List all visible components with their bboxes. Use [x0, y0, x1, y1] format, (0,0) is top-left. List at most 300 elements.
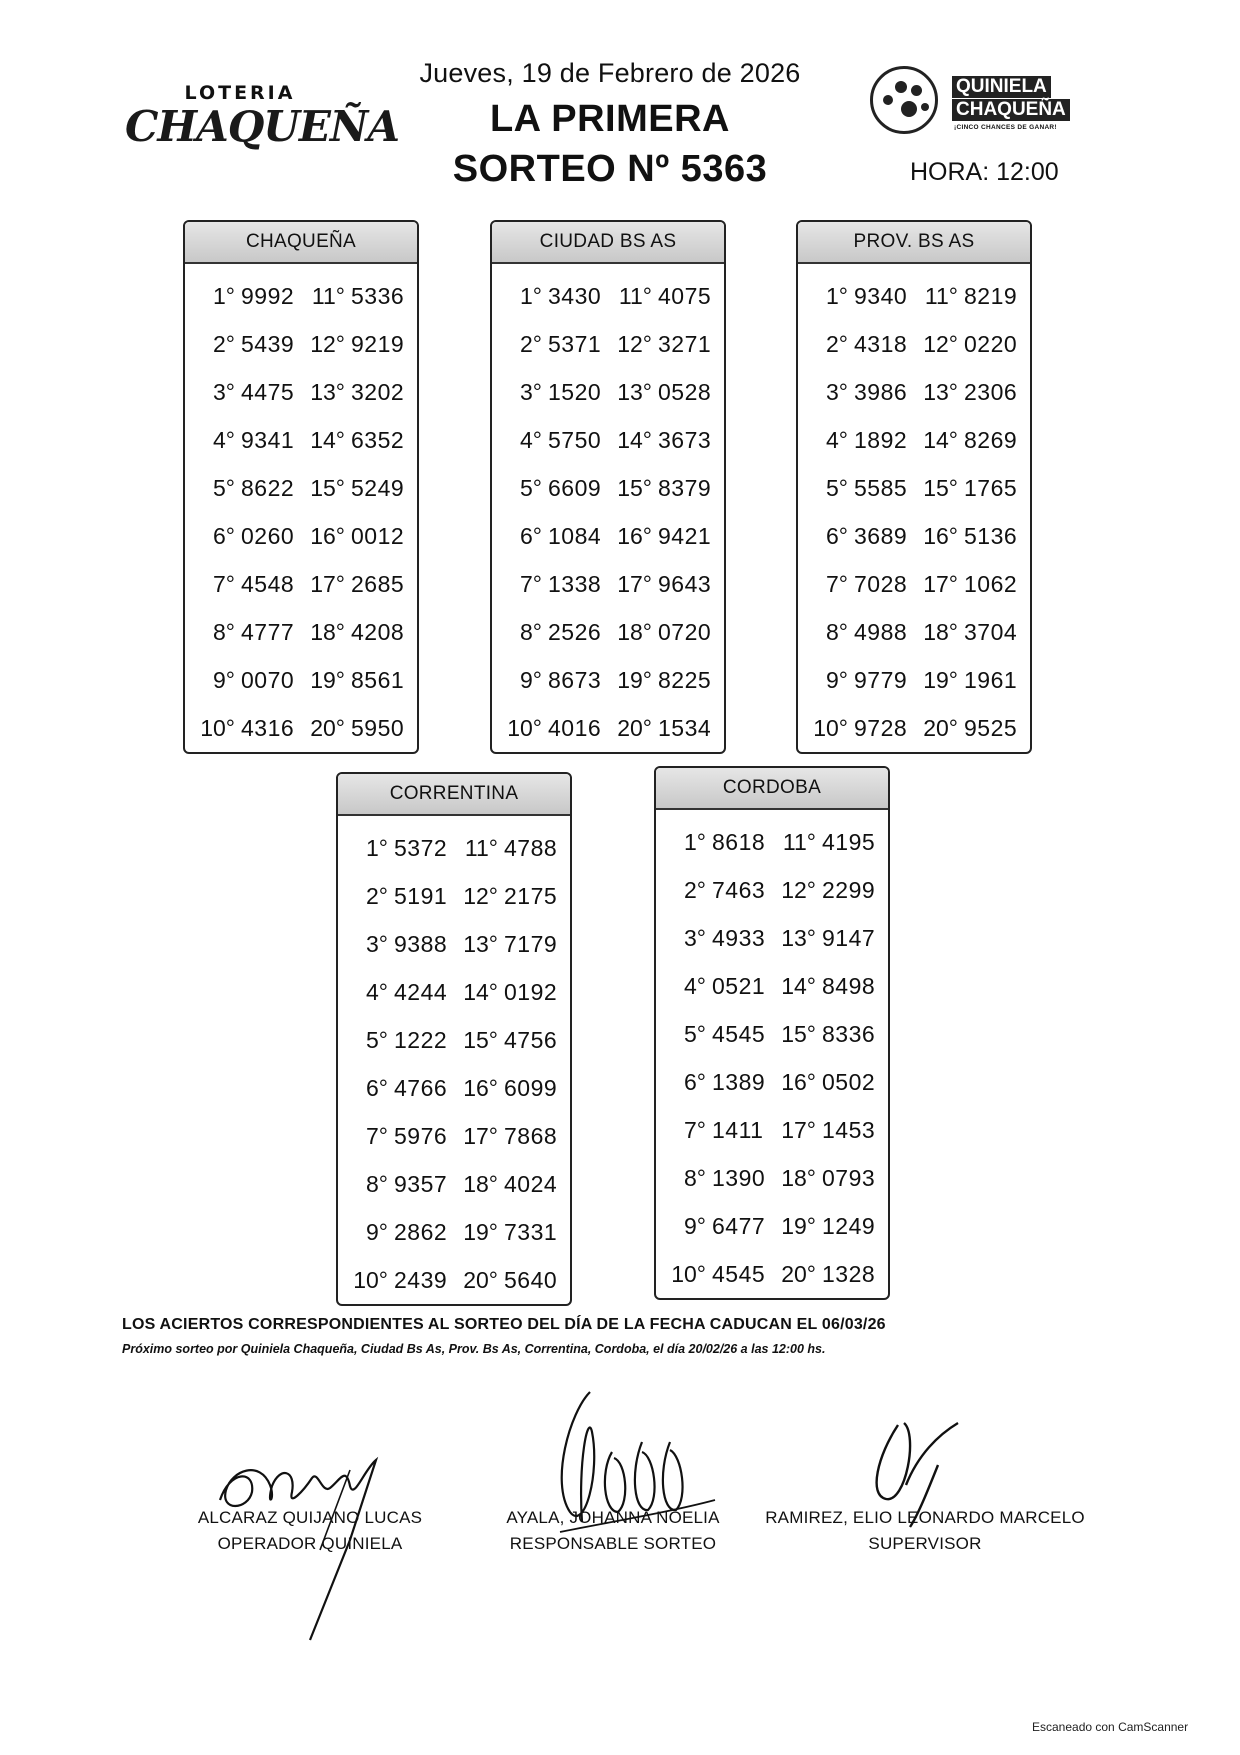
result-cell — [920, 667, 1030, 694]
result-cell — [338, 835, 460, 862]
result-number: 9525 — [964, 714, 1018, 741]
result-position: 13° — [781, 924, 816, 951]
result-position: 6° — [684, 1068, 706, 1095]
result-number: 9340 — [854, 282, 908, 309]
result-number: 8561 — [351, 666, 405, 693]
result-cell — [460, 1267, 570, 1294]
result-cell — [778, 925, 888, 952]
result-number: 1328 — [822, 1260, 876, 1287]
result-position: 12° — [923, 330, 958, 357]
result-cell — [307, 571, 417, 598]
result-row — [798, 272, 1030, 320]
result-position: 11° — [924, 282, 958, 309]
result-position: 5° — [520, 474, 542, 501]
result-position: 4° — [213, 426, 235, 453]
result-row — [492, 272, 724, 320]
quiniela-logo-tagline: ¡CINCO CHANCES DE GANAR! — [954, 124, 1057, 131]
result-position: 6° — [213, 522, 235, 549]
result-row — [656, 1058, 888, 1106]
signature-name: ALCARAZ QUIJANO LUCAS — [197, 1508, 423, 1527]
panel-rows — [338, 816, 570, 1304]
result-row — [656, 914, 888, 962]
result-cell — [920, 427, 1030, 454]
result-cell — [185, 667, 307, 694]
result-position: 5° — [684, 1020, 706, 1047]
result-position: 1° — [826, 282, 848, 309]
result-cell — [656, 829, 778, 856]
result-position: 13° — [617, 378, 652, 405]
result-cell — [492, 427, 614, 454]
result-position: 8° — [366, 1170, 388, 1197]
result-cell — [338, 979, 460, 1006]
result-position: 10° — [507, 714, 542, 741]
result-position: 20° — [923, 714, 958, 741]
result-number: 6609 — [548, 474, 602, 501]
result-cell — [614, 379, 724, 406]
result-number: 4244 — [394, 978, 448, 1005]
result-cell — [185, 475, 307, 502]
quiniela-logo-line2: CHAQUEÑA — [952, 99, 1070, 121]
result-position: 7° — [684, 1116, 706, 1143]
result-number: 1390 — [712, 1164, 766, 1191]
panel-title: PROV. BS AS — [798, 222, 1030, 264]
result-cell — [338, 1219, 460, 1246]
result-number: 4545 — [712, 1260, 766, 1287]
result-number: 5439 — [241, 330, 295, 357]
result-cell — [798, 667, 920, 694]
result-number: 1961 — [964, 666, 1018, 693]
result-position: 2° — [213, 330, 235, 357]
result-position: 16° — [923, 522, 958, 549]
result-row — [338, 1256, 570, 1304]
result-cell — [798, 619, 920, 646]
result-row — [185, 560, 417, 608]
result-row — [185, 704, 417, 752]
result-number: 7463 — [712, 876, 766, 903]
result-row — [656, 818, 888, 866]
result-number: 8618 — [712, 828, 766, 855]
result-number: 0528 — [658, 378, 712, 405]
result-position: 4° — [826, 426, 848, 453]
result-cell — [614, 427, 724, 454]
result-row — [338, 1208, 570, 1256]
result-number: 8673 — [548, 666, 602, 693]
scanner-watermark: Escaneado con CamScanner — [1032, 1720, 1189, 1734]
result-number: 5640 — [504, 1266, 558, 1293]
result-row — [185, 320, 417, 368]
result-position: 8° — [684, 1164, 706, 1191]
result-cell — [798, 715, 920, 742]
result-number: 1520 — [548, 378, 602, 405]
result-number: 4316 — [241, 714, 295, 741]
result-cell — [338, 883, 460, 910]
result-number: 8219 — [964, 282, 1018, 309]
result-position: 3° — [366, 930, 388, 957]
result-number: 7179 — [504, 930, 558, 957]
result-position: 19° — [617, 666, 652, 693]
result-position: 14° — [781, 972, 816, 999]
result-position: 7° — [213, 570, 235, 597]
result-cell — [185, 427, 307, 454]
result-number: 4195 — [822, 828, 876, 855]
result-cell — [307, 331, 417, 358]
result-cell — [460, 1171, 570, 1198]
result-cell — [656, 1021, 778, 1048]
draw-number: SORTEO Nº 5363 — [452, 148, 768, 190]
result-cell — [778, 1165, 888, 1192]
results-panel-cordoba — [654, 766, 890, 1300]
result-number: 5136 — [964, 522, 1018, 549]
result-cell — [460, 1027, 570, 1054]
result-row — [656, 1106, 888, 1154]
results-panel-ciudad-bs-as — [490, 220, 726, 754]
result-position: 8° — [826, 618, 848, 645]
result-number: 6352 — [351, 426, 405, 453]
result-position: 19° — [923, 666, 958, 693]
result-row — [338, 872, 570, 920]
result-number: 1411 — [712, 1116, 764, 1143]
result-position: 20° — [310, 714, 345, 741]
results-panel-chaquena — [183, 220, 419, 754]
result-cell — [778, 1117, 888, 1144]
result-cell — [492, 667, 614, 694]
result-cell — [492, 619, 614, 646]
result-number: 0070 — [241, 666, 295, 693]
result-number: 4766 — [394, 1074, 448, 1101]
result-position: 13° — [310, 378, 345, 405]
result-cell — [492, 331, 614, 358]
result-number: 3673 — [658, 426, 712, 453]
result-cell — [920, 619, 1030, 646]
result-number: 2685 — [351, 570, 405, 597]
result-cell — [614, 523, 724, 550]
result-position: 1° — [684, 828, 706, 855]
result-position: 17° — [617, 570, 652, 597]
logo-big-text: CHAQUEÑA — [125, 102, 399, 151]
result-position: 18° — [463, 1170, 498, 1197]
result-number: 4756 — [504, 1026, 558, 1053]
result-number: 1249 — [822, 1212, 876, 1239]
result-row — [492, 512, 724, 560]
result-number: 8225 — [658, 666, 712, 693]
result-cell — [614, 571, 724, 598]
result-position: 3° — [213, 378, 235, 405]
result-row — [492, 560, 724, 608]
quiniela-dots-icon — [870, 66, 938, 134]
result-cell — [614, 331, 724, 358]
result-cell — [492, 283, 614, 310]
result-cell — [185, 571, 307, 598]
result-position: 15° — [617, 474, 652, 501]
result-number: 4016 — [548, 714, 602, 741]
result-number: 5750 — [548, 426, 602, 453]
draw-name: LA PRIMERA — [489, 98, 731, 140]
result-position: 10° — [353, 1266, 388, 1293]
result-row — [492, 608, 724, 656]
result-number: 0192 — [504, 978, 558, 1005]
result-cell — [492, 523, 614, 550]
loteria-chaquena-logo — [125, 80, 399, 170]
result-number: 5336 — [351, 282, 405, 309]
result-position: 7° — [520, 570, 542, 597]
result-cell — [307, 523, 417, 550]
draw-time: HORA: 12:00 — [910, 158, 1059, 186]
result-position: 3° — [520, 378, 542, 405]
result-position: 13° — [923, 378, 958, 405]
result-cell — [656, 1069, 778, 1096]
result-position: 11° — [311, 282, 345, 309]
result-number: 7868 — [504, 1122, 558, 1149]
result-cell — [614, 475, 724, 502]
result-position: 6° — [826, 522, 848, 549]
result-cell — [307, 283, 417, 310]
result-row — [656, 1250, 888, 1298]
result-number: 6099 — [504, 1074, 558, 1101]
result-row — [798, 512, 1030, 560]
result-row — [656, 1154, 888, 1202]
logo-small-text: LOTERIA — [184, 82, 296, 104]
result-position: 18° — [617, 618, 652, 645]
result-number: 0220 — [964, 330, 1018, 357]
panel-title: CORRENTINA — [338, 774, 570, 816]
result-position: 3° — [684, 924, 706, 951]
result-position: 7° — [366, 1122, 388, 1149]
result-cell — [492, 379, 614, 406]
result-number: 9643 — [658, 570, 712, 597]
panel-rows — [798, 264, 1030, 752]
result-row — [492, 464, 724, 512]
expiry-note: LOS ACIERTOS CORRESPONDIENTES AL SORTEO DEL DÍA DE LA FECHA CADUCAN EL 06/03/26 — [122, 1316, 886, 1333]
result-number: 1084 — [548, 522, 602, 549]
result-number: 1892 — [854, 426, 908, 453]
result-number: 1062 — [964, 570, 1018, 597]
result-cell — [307, 715, 417, 742]
result-number: 4545 — [712, 1020, 766, 1047]
result-cell — [778, 973, 888, 1000]
result-position: 16° — [463, 1074, 498, 1101]
result-number: 1453 — [822, 1116, 876, 1143]
result-number: 2306 — [964, 378, 1018, 405]
result-cell — [614, 283, 724, 310]
result-position: 15° — [463, 1026, 498, 1053]
result-number: 7028 — [854, 570, 908, 597]
result-row — [798, 560, 1030, 608]
result-number: 2862 — [394, 1218, 448, 1245]
result-number: 0502 — [822, 1068, 876, 1095]
result-cell — [492, 571, 614, 598]
result-number: 5585 — [854, 474, 908, 501]
result-position: 20° — [781, 1260, 816, 1287]
result-row — [185, 512, 417, 560]
result-position: 9° — [213, 666, 235, 693]
result-position: 12° — [617, 330, 652, 357]
result-cell — [338, 1075, 460, 1102]
result-position: 17° — [310, 570, 345, 597]
result-position: 15° — [781, 1020, 816, 1047]
signature-role: OPERADOR QUINIELA — [217, 1534, 403, 1553]
result-row — [185, 656, 417, 704]
result-position: 15° — [310, 474, 345, 501]
result-cell — [492, 475, 614, 502]
result-position: 2° — [684, 876, 706, 903]
results-panel-prov-bs-as — [796, 220, 1032, 754]
result-cell — [778, 1069, 888, 1096]
result-position: 3° — [826, 378, 848, 405]
result-cell — [460, 883, 570, 910]
result-cell — [460, 979, 570, 1006]
result-position: 1° — [366, 834, 388, 861]
result-cell — [798, 475, 920, 502]
next-draw-note: Próximo sorteo por Quiniela Chaqueña, Ciudad Bs As, Prov. Bs As, Correntina, Cordoba, el día 20/02/26 a las 12:00 hs. — [122, 1342, 826, 1356]
result-cell — [656, 973, 778, 1000]
result-position: 14° — [463, 978, 498, 1005]
result-row — [338, 920, 570, 968]
result-position: 12° — [781, 876, 816, 903]
result-position: 18° — [781, 1164, 816, 1191]
result-cell — [185, 715, 307, 742]
result-number: 8379 — [658, 474, 712, 501]
result-cell — [460, 931, 570, 958]
result-number: 0793 — [822, 1164, 876, 1191]
result-cell — [338, 1267, 460, 1294]
result-cell — [492, 715, 614, 742]
result-cell — [798, 571, 920, 598]
result-cell — [920, 715, 1030, 742]
result-number: 2299 — [822, 876, 876, 903]
result-row — [338, 1112, 570, 1160]
result-position: 19° — [463, 1218, 498, 1245]
result-position: 8° — [520, 618, 542, 645]
result-cell — [778, 1021, 888, 1048]
result-cell — [920, 475, 1030, 502]
result-position: 10° — [200, 714, 235, 741]
result-position: 11° — [618, 282, 652, 309]
result-number: 0260 — [241, 522, 295, 549]
result-number: 7331 — [504, 1218, 558, 1245]
result-position: 9° — [826, 666, 848, 693]
result-row — [798, 368, 1030, 416]
result-cell — [656, 1261, 778, 1288]
result-number: 1338 — [548, 570, 602, 597]
result-number: 2439 — [394, 1266, 448, 1293]
result-number: 4075 — [658, 282, 712, 309]
result-row — [492, 368, 724, 416]
result-position: 1° — [213, 282, 235, 309]
result-position: 9° — [684, 1212, 706, 1239]
signature-role: RESPONSABLE SORTEO — [509, 1534, 717, 1553]
result-position: 16° — [781, 1068, 816, 1095]
results-panel-correntina — [336, 772, 572, 1306]
result-cell — [778, 1261, 888, 1288]
result-number: 0521 — [712, 972, 766, 999]
result-position: 13° — [463, 930, 498, 957]
result-position: 4° — [520, 426, 542, 453]
result-cell — [185, 379, 307, 406]
result-row — [492, 416, 724, 464]
result-row — [656, 1010, 888, 1058]
result-cell — [307, 379, 417, 406]
result-cell — [338, 1123, 460, 1150]
draw-date: Jueves, 19 de Febrero de 2026 — [419, 58, 801, 88]
signature-name: AYALA, JOHANNA NOELIA — [506, 1508, 720, 1527]
result-cell — [338, 1171, 460, 1198]
result-row — [798, 464, 1030, 512]
result-cell — [798, 379, 920, 406]
result-cell — [656, 1117, 778, 1144]
result-position: 14° — [310, 426, 345, 453]
result-cell — [920, 283, 1030, 310]
result-row — [798, 608, 1030, 656]
result-cell — [656, 1165, 778, 1192]
result-cell — [307, 475, 417, 502]
result-cell — [798, 427, 920, 454]
result-position: 19° — [781, 1212, 816, 1239]
result-position: 2° — [826, 330, 848, 357]
result-number: 3202 — [351, 378, 405, 405]
result-row — [656, 1202, 888, 1250]
result-number: 4933 — [712, 924, 766, 951]
result-number: 5950 — [351, 714, 405, 741]
result-position: 8° — [213, 618, 235, 645]
result-cell — [460, 835, 570, 862]
result-cell — [920, 379, 1030, 406]
signature-name: RAMIREZ, ELIO LEONARDO MARCELO — [765, 1508, 1085, 1527]
result-number: 8269 — [964, 426, 1018, 453]
result-position: 7° — [826, 570, 848, 597]
result-position: 11° — [782, 828, 816, 855]
result-number: 4024 — [504, 1170, 558, 1197]
result-row — [338, 1064, 570, 1112]
result-cell — [778, 829, 888, 856]
result-position: 18° — [310, 618, 345, 645]
panel-title: CIUDAD BS AS — [492, 222, 724, 264]
result-number: 3430 — [548, 282, 602, 309]
panel-title: CORDOBA — [656, 768, 888, 810]
result-cell — [185, 283, 307, 310]
result-number: 2526 — [548, 618, 602, 645]
result-position: 19° — [310, 666, 345, 693]
result-position: 10° — [671, 1260, 706, 1287]
result-cell — [614, 715, 724, 742]
result-position: 20° — [617, 714, 652, 741]
result-number: 3986 — [854, 378, 908, 405]
result-number: 4208 — [351, 618, 405, 645]
result-number: 3704 — [964, 618, 1018, 645]
result-position: 6° — [366, 1074, 388, 1101]
result-row — [492, 320, 724, 368]
result-row — [656, 866, 888, 914]
result-position: 17° — [923, 570, 958, 597]
result-position: 1° — [520, 282, 542, 309]
result-position: 16° — [617, 522, 652, 549]
result-number: 5372 — [394, 834, 448, 861]
result-cell — [307, 427, 417, 454]
result-row — [185, 608, 417, 656]
result-cell — [338, 931, 460, 958]
result-number: 3271 — [658, 330, 712, 357]
result-number: 1389 — [712, 1068, 766, 1095]
result-number: 4777 — [241, 618, 295, 645]
result-position: 14° — [617, 426, 652, 453]
result-cell — [614, 619, 724, 646]
result-cell — [920, 523, 1030, 550]
result-number: 1222 — [394, 1026, 448, 1053]
result-row — [492, 704, 724, 752]
result-number: 6477 — [712, 1212, 766, 1239]
result-cell — [460, 1123, 570, 1150]
result-cell — [798, 523, 920, 550]
result-cell — [798, 331, 920, 358]
